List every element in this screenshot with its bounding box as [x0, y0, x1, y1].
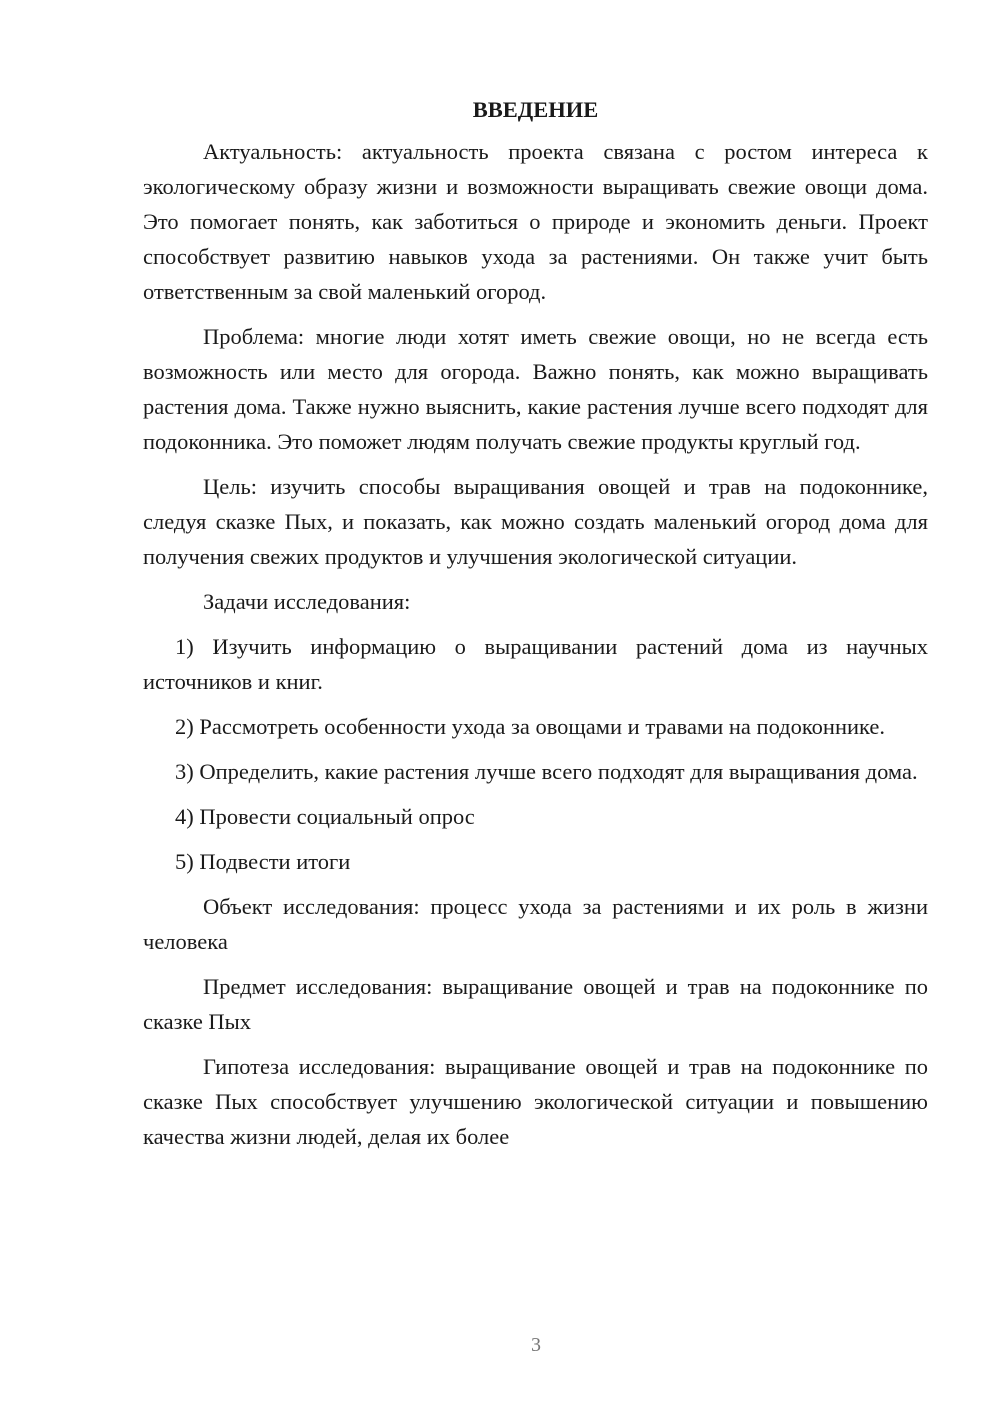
paragraph-relevance: Актуальность: актуальность проекта связана с ростом интереса к экологическому образу жизни и возможности выращивать свежие овощи дома. Это помогает понять, как заботиться о природе и экономить деньги. Проект способствует развитию навыков ухода за растениями. Он также учит быть ответственным за свой маленький огород.	[143, 139, 928, 304]
paragraph-hypothesis: Гипотеза исследования: выращивание овощей и трав на подоконнике по сказке Пых способствует улучшению экологической ситуации и повышению качества жизни людей, делая их более	[143, 1054, 928, 1149]
task-item: 5) Подвести итоги	[175, 849, 351, 874]
page-content	[143, 92, 928, 1164]
page-number: 3	[531, 1334, 541, 1356]
task-item: 3) Определить, какие растения лучше всего подходят для выращивания дома.	[175, 759, 918, 784]
paragraph-tasks-heading: Задачи исследования:	[203, 589, 411, 614]
task-item: 2) Рассмотреть особенности ухода за овощами и травами на подоконнике.	[175, 714, 886, 739]
paragraph-problem: Проблема: многие люди хотят иметь свежие овощи, но не всегда есть возможность или место для огорода. Важно понять, как можно выращивать растения дома. Также нужно выяснить, какие растения лучше всего подходят для подоконника. Это поможет людям получать свежие продукты круглый год.	[143, 324, 928, 454]
section-title: ВВЕДЕНИЕ	[472, 97, 599, 122]
paragraph-goal: Цель: изучить способы выращивания овощей и трав на подоконнике, следуя сказке Пых, и показать, как можно создать маленький огород дома для получения свежих продуктов и улучшения экологической ситуации.	[143, 474, 928, 569]
task-item: 1) Изучить информацию о выращивании растений дома из научных источников и книг.	[143, 634, 928, 694]
paragraph-object: Объект исследования: процесс ухода за растениями и их роль в жизни человека	[143, 894, 928, 954]
task-item: 4) Провести социальный опрос	[175, 804, 475, 829]
paragraph-subject: Предмет исследования: выращивание овощей и трав на подоконнике по сказке Пых	[143, 974, 928, 1034]
